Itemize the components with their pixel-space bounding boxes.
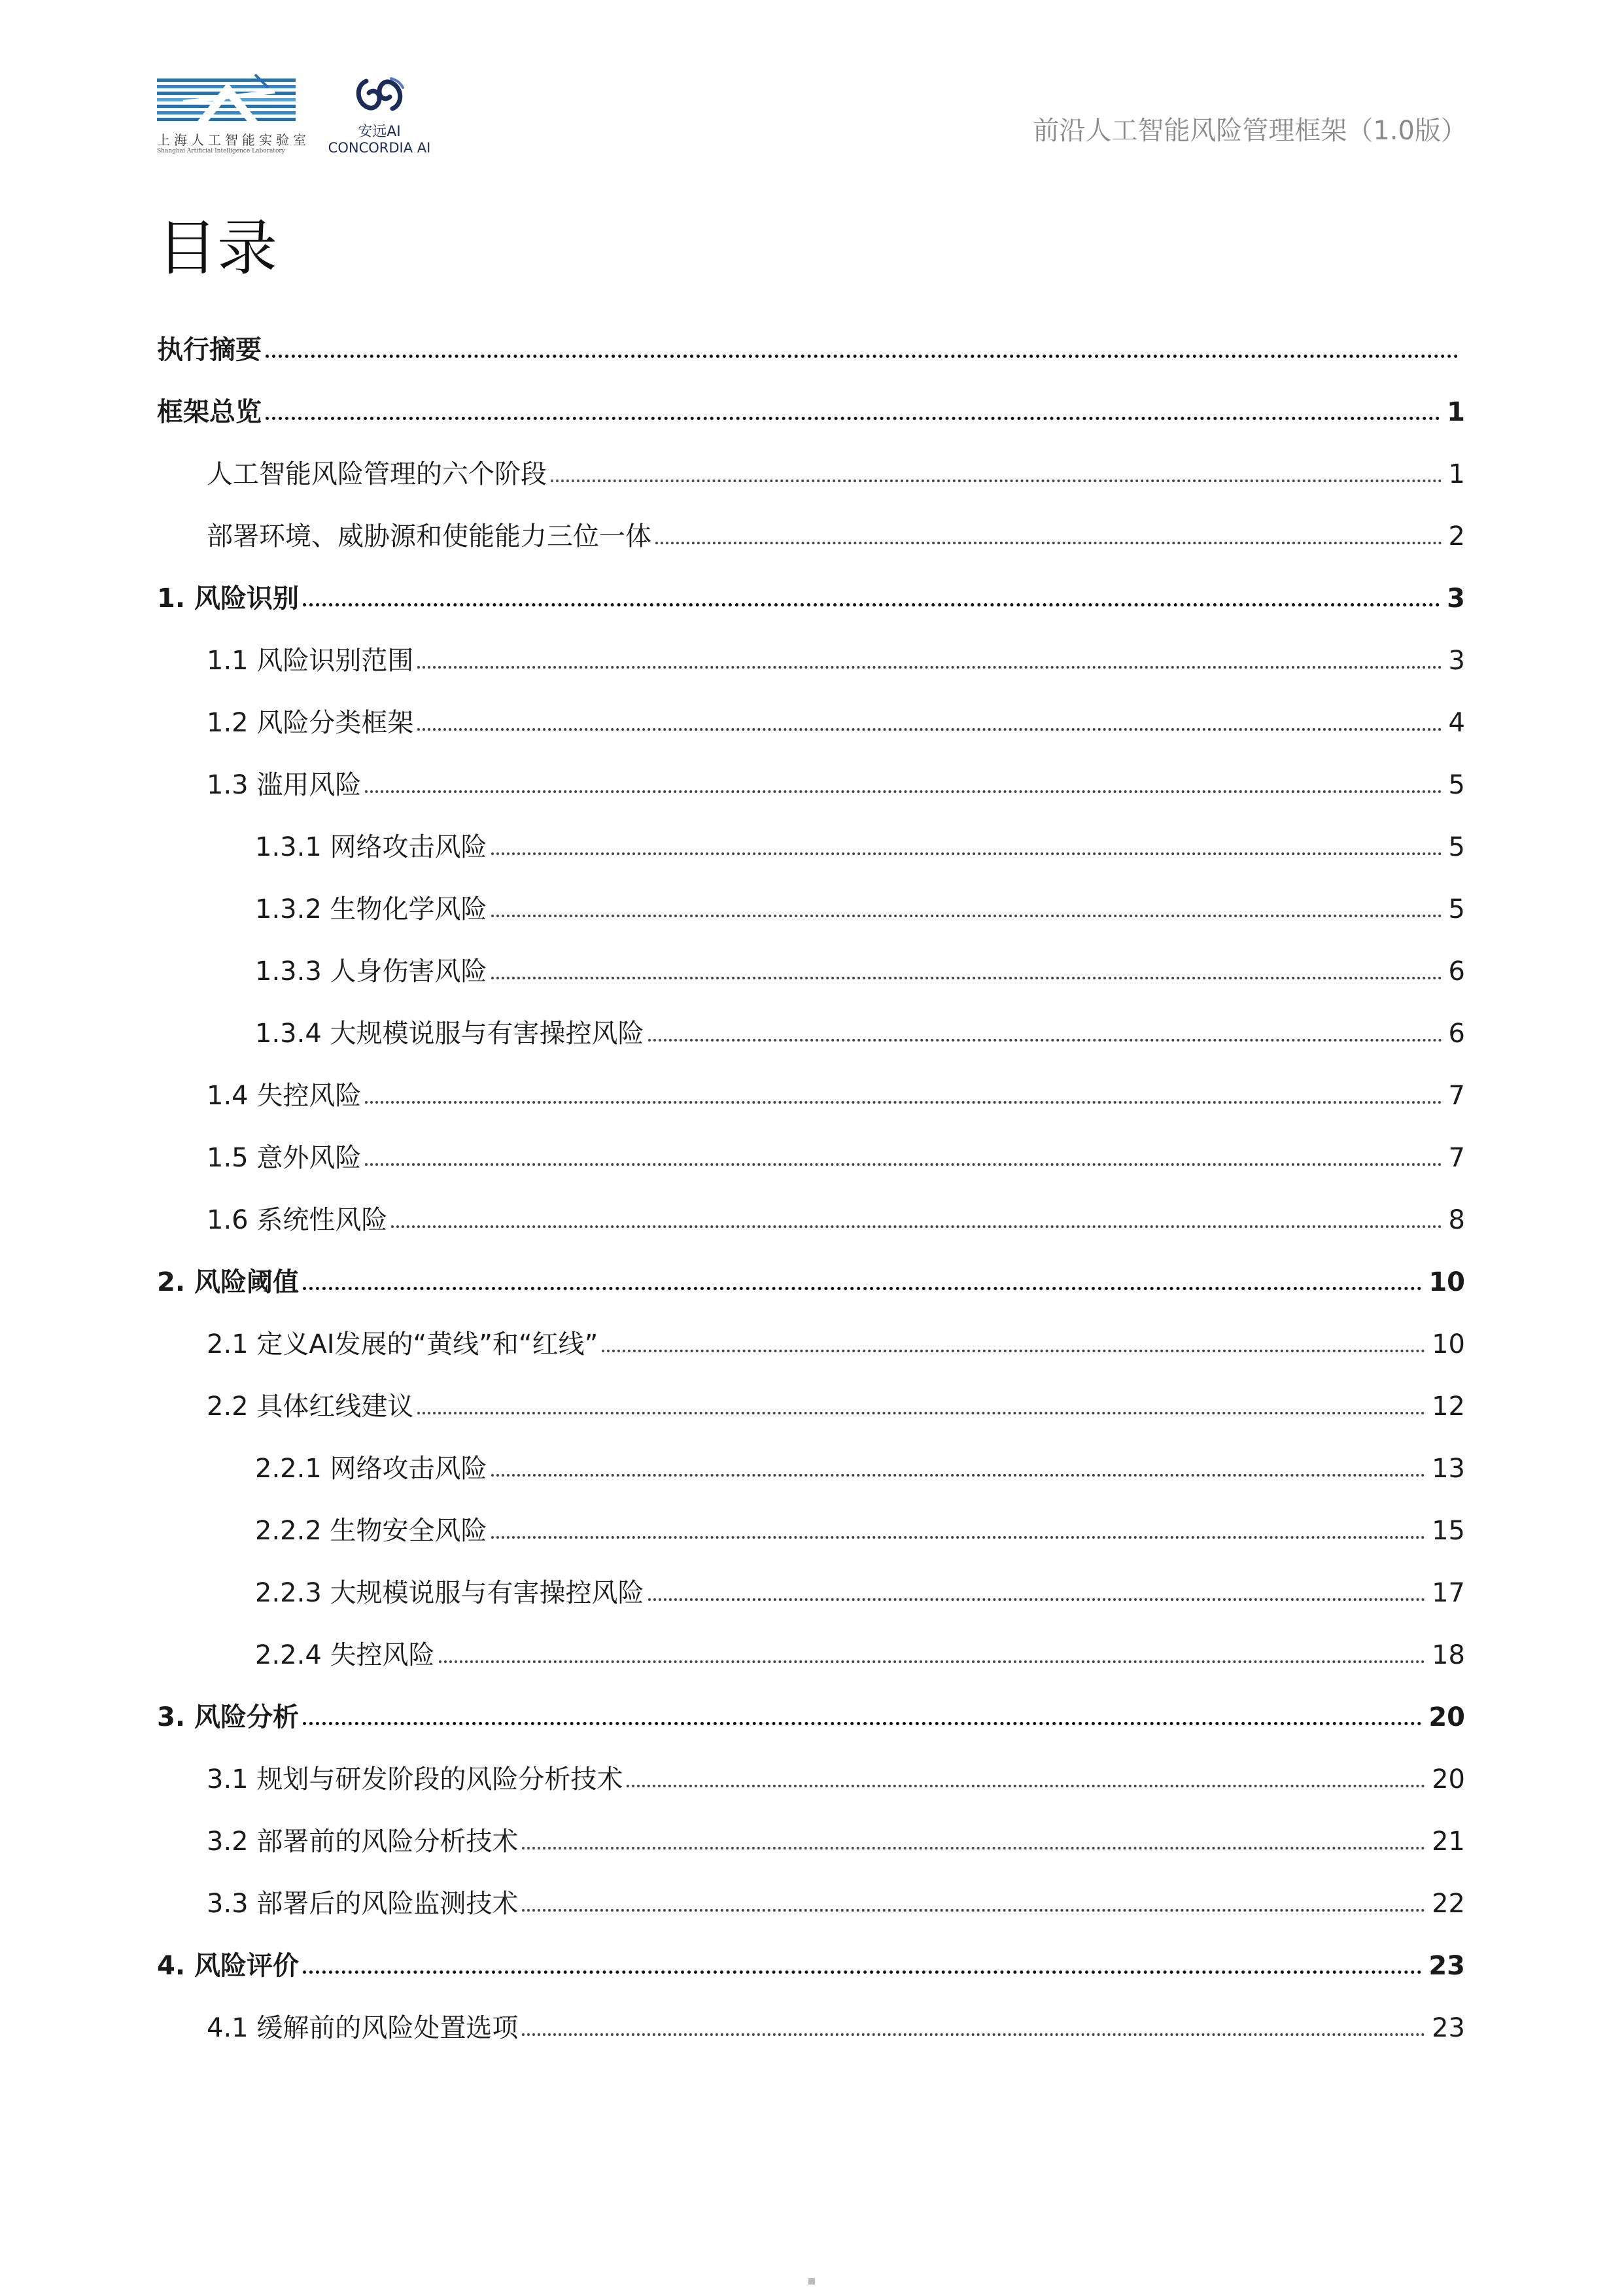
- toc-entry-page: 21: [1432, 1827, 1465, 1857]
- shanghai-ai-lab-logo: [157, 73, 310, 162]
- toc-dot-leader: [655, 542, 1442, 544]
- toc-entry-page: 15: [1432, 1516, 1465, 1546]
- toc-entry-label: 2.2.4 失控风险: [255, 1640, 435, 1670]
- concordia-ai-logo: [320, 73, 438, 165]
- toc-entry[interactable]: [157, 381, 1465, 444]
- toc-entry[interactable]: [157, 1873, 1465, 1935]
- toc-entry-page: 18: [1432, 1640, 1465, 1670]
- toc-entry-label: 4. 风险评价: [157, 1951, 299, 1981]
- toc-dot-leader: [365, 1163, 1442, 1166]
- toc-entry[interactable]: [157, 319, 1465, 381]
- toc-entry[interactable]: [157, 1127, 1465, 1189]
- toc-entry-page: 1: [1447, 397, 1465, 427]
- toc-entry-page: 5: [1448, 894, 1465, 924]
- toc-entry-label: 3.1 规划与研发阶段的风险分析技术: [207, 1764, 623, 1795]
- toc-entry[interactable]: [157, 1003, 1465, 1065]
- toc-entry-page: 17: [1432, 1578, 1465, 1608]
- toc-entry[interactable]: [157, 1935, 1465, 1997]
- toc-entry-label: 1.3.1 网络攻击风险: [255, 832, 487, 862]
- toc-entry-page: 20: [1432, 1764, 1465, 1795]
- toc-dot-leader: [365, 790, 1442, 793]
- toc-entry[interactable]: [157, 1065, 1465, 1127]
- concordia-ai-mark-icon: [353, 73, 406, 116]
- toc-entry[interactable]: [157, 1438, 1465, 1500]
- toc-dot-leader: [303, 1722, 1422, 1725]
- toc-dot-leader: [551, 480, 1442, 482]
- toc-dot-leader: [491, 977, 1442, 979]
- toc-entry-page: 6: [1448, 1019, 1465, 1049]
- toc-dot-leader: [391, 1225, 1442, 1228]
- toc-entry-page: 10: [1432, 1329, 1465, 1359]
- toc-dot-leader: [303, 1287, 1422, 1290]
- toc-entry-page: 6: [1448, 956, 1465, 987]
- page-footer-mark: [808, 2278, 815, 2285]
- toc-entry-label: 1.1 风险识别范围: [207, 646, 414, 676]
- toc-entry-page: 8: [1448, 1205, 1465, 1235]
- toc-entry-page: 20: [1428, 1702, 1465, 1732]
- toc-entry-label: 2.2 具体红线建议: [207, 1392, 414, 1422]
- page-title: 目录: [157, 213, 278, 283]
- toc-entry-page: 5: [1448, 770, 1465, 800]
- toc-dot-leader: [417, 1412, 1425, 1414]
- toc-entry-label: 2.2.2 生物安全风险: [255, 1516, 487, 1546]
- toc-entry[interactable]: [157, 568, 1465, 630]
- toc-entry-label: 2. 风险阈值: [157, 1267, 299, 1297]
- toc-dot-leader: [648, 1598, 1426, 1601]
- toc-entry-page: 4: [1448, 708, 1465, 738]
- toc-entry-label: 2.1 定义AI发展的“黄线”和“红线”: [207, 1329, 598, 1359]
- table-of-contents: [157, 319, 1465, 2059]
- toc-entry[interactable]: [157, 1376, 1465, 1438]
- toc-dot-leader: [491, 852, 1442, 855]
- toc-entry-label: 执行摘要: [157, 335, 262, 365]
- toc-entry-label: 部署环境、威胁源和使能能力三位一体: [207, 521, 651, 552]
- toc-entry[interactable]: [157, 1562, 1465, 1624]
- toc-entry-page: 12: [1432, 1392, 1465, 1422]
- toc-dot-leader: [266, 355, 1459, 358]
- toc-entry-label: 1.6 系统性风险: [207, 1205, 388, 1235]
- toc-entry[interactable]: [157, 1189, 1465, 1252]
- toc-entry[interactable]: [157, 941, 1465, 1003]
- toc-entry-label: 1. 风险识别: [157, 584, 299, 614]
- toc-entry-label: 1.4 失控风险: [207, 1081, 362, 1111]
- toc-entry-label: 1.3.3 人身伤害风险: [255, 956, 487, 987]
- toc-entry-page: 3: [1448, 646, 1465, 676]
- toc-entry-label: 2.2.3 大规模说服与有害操控风险: [255, 1578, 644, 1608]
- toc-entry-label: 1.3 滥用风险: [207, 770, 362, 800]
- toc-entry-label: 1.5 意外风险: [207, 1143, 362, 1173]
- toc-entry-label: 3.3 部署后的风险监测技术: [207, 1889, 519, 1919]
- toc-entry[interactable]: [157, 1811, 1465, 1873]
- concordia-ai-name-en: CONCORDIA AI: [328, 140, 431, 156]
- toc-entry-page: 3: [1447, 584, 1465, 614]
- toc-entry[interactable]: [157, 1252, 1465, 1314]
- toc-dot-leader: [491, 1474, 1426, 1477]
- toc-entry-label: 1.3.4 大规模说服与有害操控风险: [255, 1019, 644, 1049]
- toc-entry-label: 1.3.2 生物化学风险: [255, 894, 487, 924]
- toc-entry-label: 1.2 风险分类框架: [207, 708, 414, 738]
- toc-dot-leader: [303, 603, 1440, 606]
- toc-entry[interactable]: [157, 444, 1465, 506]
- toc-entry-page: 23: [1432, 2013, 1465, 2043]
- toc-dot-leader: [417, 666, 1442, 669]
- header-logos: [157, 73, 438, 165]
- toc-entry-label: 人工智能风险管理的六个阶段: [207, 459, 547, 489]
- toc-entry[interactable]: [157, 1624, 1465, 1687]
- toc-entry-page: 10: [1428, 1267, 1465, 1297]
- toc-entry[interactable]: [157, 879, 1465, 941]
- toc-entry[interactable]: [157, 1687, 1465, 1749]
- toc-dot-leader: [522, 1847, 1425, 1849]
- toc-dot-leader: [627, 1785, 1425, 1787]
- toc-entry[interactable]: [157, 1749, 1465, 1811]
- toc-entry[interactable]: [157, 1500, 1465, 1562]
- toc-entry-page: 23: [1428, 1951, 1465, 1981]
- toc-dot-leader: [491, 915, 1442, 917]
- toc-dot-leader: [417, 728, 1442, 731]
- toc-entry[interactable]: [157, 1997, 1465, 2059]
- toc-entry-page: 5: [1448, 832, 1465, 862]
- toc-entry[interactable]: [157, 816, 1465, 879]
- toc-entry-label: 3.2 部署前的风险分析技术: [207, 1827, 519, 1857]
- shanghai-ai-lab-name-cn: 上海人工智能实验室: [157, 132, 310, 148]
- toc-entry-page: 13: [1432, 1454, 1465, 1484]
- toc-entry-label: 2.2.1 网络攻击风险: [255, 1454, 487, 1484]
- toc-entry[interactable]: [157, 506, 1465, 568]
- toc-entry-page: 2: [1448, 521, 1465, 552]
- toc-entry-label: 框架总览: [157, 397, 262, 427]
- toc-dot-leader: [491, 1536, 1426, 1539]
- toc-entry[interactable]: [157, 692, 1465, 754]
- concordia-ai-name-cn: 安远AI: [358, 124, 401, 140]
- toc-entry-label: 4.1 缓解前的风险处置选项: [207, 2013, 519, 2043]
- toc-entry-page: 22: [1432, 1889, 1465, 1919]
- toc-entry-page: 7: [1448, 1081, 1465, 1111]
- toc-dot-leader: [522, 1909, 1425, 1912]
- toc-dot-leader: [365, 1101, 1442, 1104]
- toc-entry-page: 7: [1448, 1143, 1465, 1173]
- toc-entry-page: 1: [1448, 459, 1465, 489]
- toc-dot-leader: [602, 1350, 1425, 1352]
- toc-dot-leader: [303, 1971, 1422, 1974]
- running-header-title: 前沿人工智能风险管理框架（1.0版）: [1033, 116, 1467, 146]
- toc-entry-label: 3. 风险分析: [157, 1702, 299, 1732]
- toc-entry[interactable]: [157, 754, 1465, 816]
- toc-entry[interactable]: [157, 1314, 1465, 1376]
- toc-dot-leader: [266, 417, 1440, 420]
- toc-dot-leader: [522, 2033, 1425, 2036]
- toc-dot-leader: [648, 1039, 1442, 1042]
- shanghai-ai-lab-wave-icon: [157, 73, 296, 126]
- toc-entry[interactable]: [157, 630, 1465, 692]
- shanghai-ai-lab-name-en: Shanghai Artificial Intelligence Laboratory: [157, 148, 285, 154]
- toc-dot-leader: [439, 1660, 1426, 1663]
